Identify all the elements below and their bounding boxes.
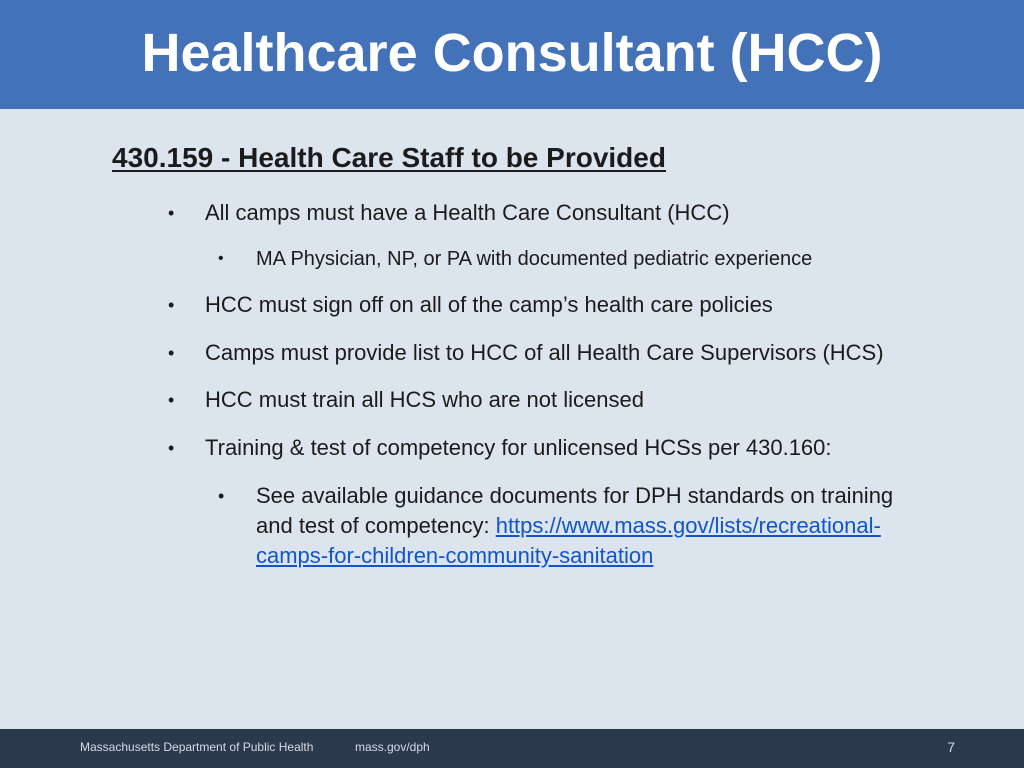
footer-website: mass.gov/dph xyxy=(355,740,430,754)
bullet-competency-testing xyxy=(168,433,832,463)
bullet-icon: • xyxy=(218,250,224,267)
section-heading: 430.159 - Health Care Staff to be Provided xyxy=(112,142,666,173)
bullet-text: HCC must train all HCS who are not licensed xyxy=(205,387,644,412)
subbullet-text: See available guidance documents for DPH standards on training and test of competency: xyxy=(256,483,894,538)
bullet-hcs-list xyxy=(168,338,884,368)
subbullet-text: MA Physician, NP, or PA with documented pediatric experience xyxy=(256,248,813,270)
page-number: 7 xyxy=(947,739,955,755)
bullet-icon: • xyxy=(168,295,175,315)
title-bar xyxy=(0,0,1024,109)
bullet-icon: • xyxy=(168,390,175,410)
bullet-icon: • xyxy=(218,486,225,506)
subbullet-hcc-qualifications xyxy=(218,245,813,273)
bullet-text: All camps must have a Health Care Consultant (HCC) xyxy=(205,200,730,225)
bullet-hcc-required xyxy=(168,198,730,228)
footer xyxy=(0,729,1024,768)
bullet-hcc-training xyxy=(168,385,644,415)
guidance-link[interactable]: https://www.mass.gov/lists/recreational-camps-for-children-community-sanitation xyxy=(256,513,881,568)
bullet-text: Camps must provide list to HCC of all Health Care Supervisors (HCS) xyxy=(205,340,884,365)
bullet-icon: • xyxy=(168,343,175,363)
footer-organization: Massachusetts Department of Public Health xyxy=(80,740,314,754)
slide-title: Healthcare Consultant (HCC) xyxy=(141,23,883,83)
bullet-text: HCC must sign off on all of the camp’s health care policies xyxy=(205,292,773,317)
bullet-icon: • xyxy=(168,203,175,223)
bullet-hcc-signoff xyxy=(168,290,773,320)
bullet-text: Training & test of competency for unlicensed HCSs per 430.160: xyxy=(205,435,832,460)
bullet-icon: • xyxy=(168,438,175,458)
subbullet-guidance-documents xyxy=(218,481,916,571)
